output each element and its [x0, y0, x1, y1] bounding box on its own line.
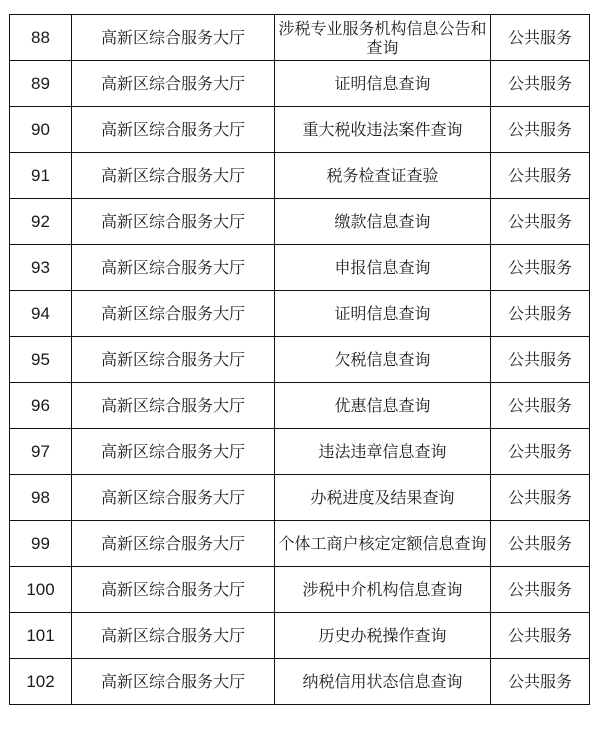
service-category: 公共服务 — [491, 107, 590, 153]
table-row — [10, 337, 590, 383]
service-item: 优惠信息查询 — [275, 383, 491, 429]
row-number: 89 — [10, 61, 72, 107]
service-item: 证明信息查询 — [275, 291, 491, 337]
service-category: 公共服务 — [491, 291, 590, 337]
table-row — [10, 199, 590, 245]
row-number: 100 — [10, 567, 72, 613]
table-body — [10, 15, 590, 705]
service-item: 缴款信息查询 — [275, 199, 491, 245]
table-row — [10, 383, 590, 429]
service-category: 公共服务 — [491, 475, 590, 521]
service-hall: 高新区综合服务大厅 — [72, 199, 275, 245]
table-row — [10, 567, 590, 613]
service-item: 涉税中介机构信息查询 — [275, 567, 491, 613]
service-hall: 高新区综合服务大厅 — [72, 659, 275, 705]
table-row — [10, 61, 590, 107]
service-category: 公共服务 — [491, 567, 590, 613]
service-hall: 高新区综合服务大厅 — [72, 567, 275, 613]
table-row — [10, 613, 590, 659]
service-item: 个体工商户核定定额信息查询 — [275, 521, 491, 567]
row-number: 101 — [10, 613, 72, 659]
service-category: 公共服务 — [491, 61, 590, 107]
service-hall: 高新区综合服务大厅 — [72, 383, 275, 429]
table-row — [10, 291, 590, 337]
service-hall: 高新区综合服务大厅 — [72, 291, 275, 337]
service-item: 申报信息查询 — [275, 245, 491, 291]
row-number: 94 — [10, 291, 72, 337]
row-number: 96 — [10, 383, 72, 429]
service-hall: 高新区综合服务大厅 — [72, 429, 275, 475]
table-row — [10, 475, 590, 521]
service-item: 纳税信用状态信息查询 — [275, 659, 491, 705]
table-row — [10, 245, 590, 291]
service-category: 公共服务 — [491, 153, 590, 199]
service-category: 公共服务 — [491, 337, 590, 383]
row-number: 93 — [10, 245, 72, 291]
row-number: 97 — [10, 429, 72, 475]
service-hall: 高新区综合服务大厅 — [72, 153, 275, 199]
service-items-table — [9, 14, 590, 705]
service-hall: 高新区综合服务大厅 — [72, 107, 275, 153]
service-hall: 高新区综合服务大厅 — [72, 245, 275, 291]
service-item: 重大税收违法案件查询 — [275, 107, 491, 153]
row-number: 92 — [10, 199, 72, 245]
service-category: 公共服务 — [491, 383, 590, 429]
row-number: 90 — [10, 107, 72, 153]
service-category: 公共服务 — [491, 613, 590, 659]
table-row — [10, 153, 590, 199]
service-item: 欠税信息查询 — [275, 337, 491, 383]
service-category: 公共服务 — [491, 659, 590, 705]
service-item: 证明信息查询 — [275, 61, 491, 107]
service-hall: 高新区综合服务大厅 — [72, 15, 275, 61]
service-item: 涉税专业服务机构信息公告和查询 — [275, 15, 491, 61]
service-category: 公共服务 — [491, 199, 590, 245]
service-category: 公共服务 — [491, 521, 590, 567]
row-number: 91 — [10, 153, 72, 199]
service-item: 历史办税操作查询 — [275, 613, 491, 659]
row-number: 98 — [10, 475, 72, 521]
row-number: 99 — [10, 521, 72, 567]
service-hall: 高新区综合服务大厅 — [72, 475, 275, 521]
service-hall: 高新区综合服务大厅 — [72, 521, 275, 567]
service-item: 办税进度及结果查询 — [275, 475, 491, 521]
table-row — [10, 107, 590, 153]
row-number: 88 — [10, 15, 72, 61]
table-row — [10, 659, 590, 705]
service-item: 税务检查证查验 — [275, 153, 491, 199]
row-number: 102 — [10, 659, 72, 705]
service-hall: 高新区综合服务大厅 — [72, 337, 275, 383]
service-item: 违法违章信息查询 — [275, 429, 491, 475]
service-hall: 高新区综合服务大厅 — [72, 61, 275, 107]
table-row — [10, 15, 590, 61]
service-category: 公共服务 — [491, 15, 590, 61]
table-row — [10, 521, 590, 567]
service-category: 公共服务 — [491, 245, 590, 291]
service-category: 公共服务 — [491, 429, 590, 475]
service-hall: 高新区综合服务大厅 — [72, 613, 275, 659]
row-number: 95 — [10, 337, 72, 383]
table-row — [10, 429, 590, 475]
